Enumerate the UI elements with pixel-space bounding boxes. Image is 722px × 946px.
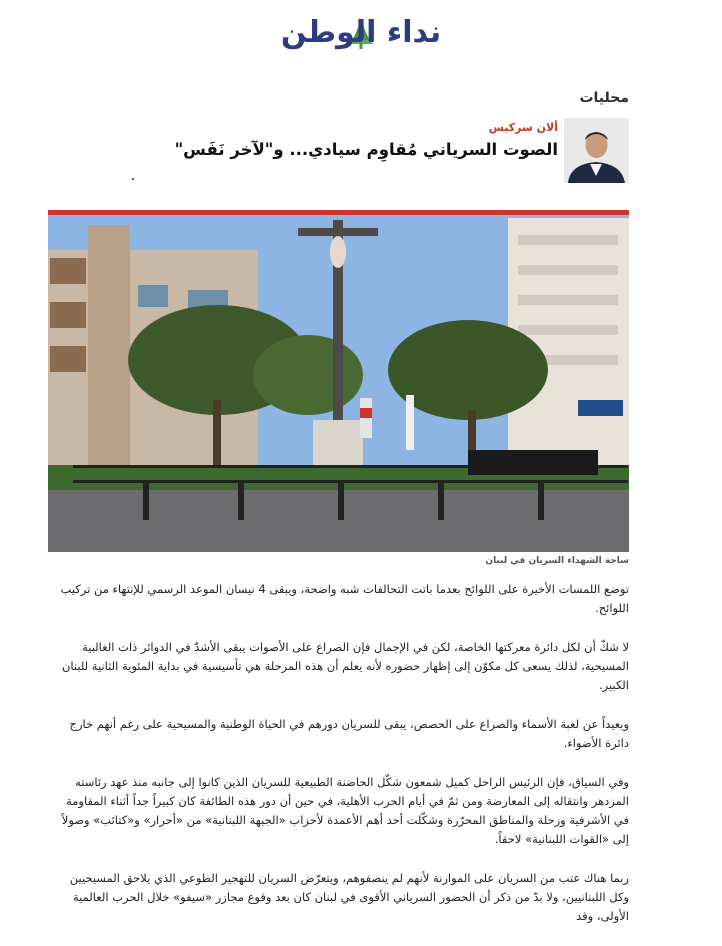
paragraph: وفي السياق، فإن الرئيس الراحل كميل شمعون شكّل الحاضنة الطبيعية للسريان الذين كانوا إلى جانبه منذ عهد رئاسته المزدهر وانتقاله إلى المعارضة ومن ثمّ في أيام الحرب الأهلية، في حين أن دور هذه الطائفة كان كبيراً جداً أثناء المقاومة في الأشرفية وزحلة والمناطق المحرّرة وشكّلت أحد أهم الأعمدة لأحزاب «الجبهة اللبنانية» من «أحرار» و«كتائب» وصولاً إلى «القوات اللبنانية» لاحقاً.	[61, 775, 629, 846]
article-headline: الصوت السرياني مُقاوِم سيادي... و"لآخر نَفَس"	[174, 140, 558, 159]
paragraph: لا شكّ أن لكل دائرة معركتها الخاصة، لكن في الإجمال فإن الصراع على الأصوات يبقى الأشدّ في الدوائر ذات الغالبية المسيحية، لذلك يسعى كل مكوّن إلى إظهار حضوره لأنه يعلم أن هذه المرحلة هي تأسيسية في بداية المئوية الثانية للبنان الكبير.	[61, 640, 629, 692]
author-avatar[interactable]	[564, 118, 629, 183]
paragraph: ربما هناك عتب من السريان على الموارنة لأنهم لم ينصفوهم، ويتعرّض السريان للتهجير الطوعي الذي يلاحق المسيحيين وكل اللبنانيين، ولا بدّ من ذكر أن الحضور السرياني الأقوى في لبنان كان بعد وقوع مجازر «سيفو» خلال الحرب العالمية الأولى، وقد	[69, 871, 629, 923]
section-label[interactable]: محليات	[579, 90, 629, 106]
author-name[interactable]: ألان سركيس	[488, 121, 558, 134]
paragraph: وبعيداً عن لعبة الأسماء والصراع على الحصص، يبقى للسريان دورهم في الحياة الوطنية والمسيحية على رغم أنهم خارج دائرة الأضواء.	[69, 717, 629, 750]
article-hero-image	[48, 210, 629, 552]
logo-text: نداء الوطن	[280, 14, 442, 50]
image-caption: ساحة الشهداء السريان في لبنان	[485, 556, 629, 566]
site-logo[interactable]	[0, 10, 722, 54]
decorative-dot	[132, 178, 134, 180]
paragraph: توضع اللمسات الأخيرة على اللوائح بعدما باتت التحالفات شبه واضحة، ويبقى 4 نيسان الموعد الرسمي للإنتهاء من تركيب اللوائح.	[60, 582, 629, 615]
article-body	[48, 580, 629, 946]
